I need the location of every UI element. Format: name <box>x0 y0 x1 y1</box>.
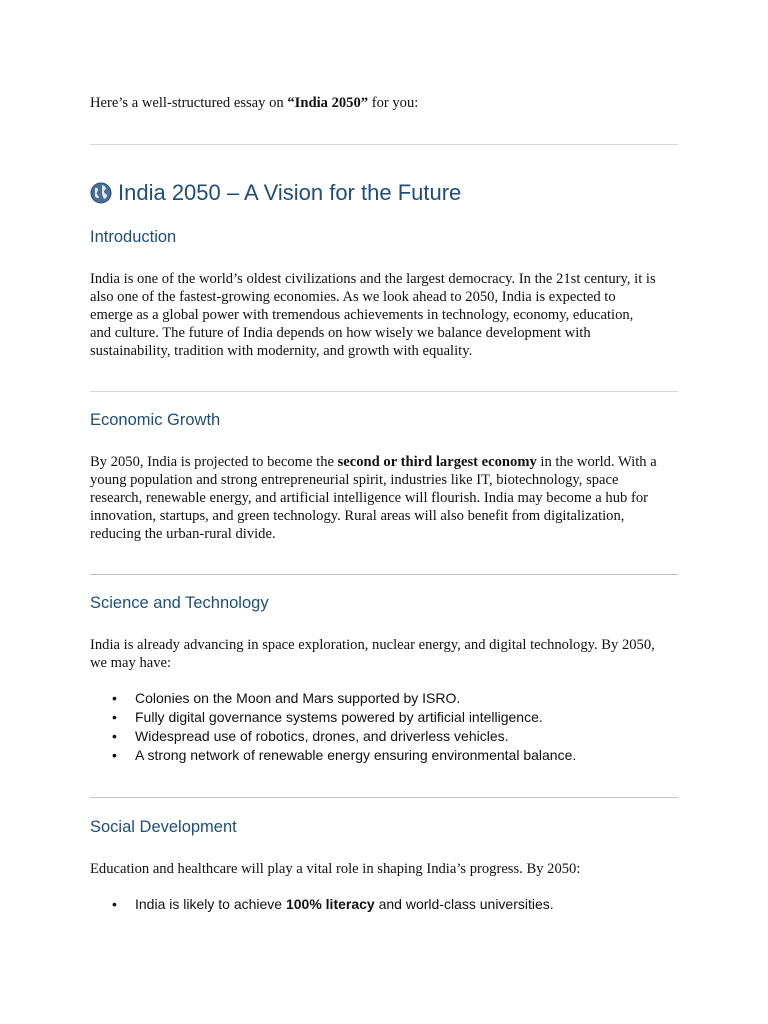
divider <box>90 574 678 575</box>
bullet-dot: • <box>112 747 117 763</box>
paragraph-line: Education and healthcare will play a vital role in shaping India’s progress. By 2050: <box>90 861 581 877</box>
economic-bold-phrase: second or third largest economy <box>337 454 537 470</box>
social-paragraph <box>90 860 678 878</box>
divider <box>90 144 678 145</box>
globe-icon <box>90 182 112 204</box>
page-title <box>90 180 678 206</box>
economic-paragraph <box>90 453 678 543</box>
introduction-paragraph <box>90 270 678 360</box>
paragraph-line: also one of the fastest-growing economies. As we look ahead to 2050, India is expected to <box>90 289 616 305</box>
list-item <box>90 708 678 727</box>
section-heading-science-technology: Science and Technology <box>90 594 269 612</box>
intro-prefix: Here’s a well-structured essay on <box>90 95 288 111</box>
intro-suffix: for you: <box>368 95 419 111</box>
economic-line1-suffix: in the world. With a <box>536 454 657 470</box>
literacy-bold-phrase: 100% literacy <box>285 896 375 912</box>
bullet-dot: • <box>112 690 117 706</box>
intro-bold: “India 2050” <box>287 95 369 111</box>
list-item-text: A strong network of renewable energy ensuring environmental balance. <box>135 747 577 763</box>
paragraph-line: innovation, startups, and green technology. Rural areas will also benefit from digitalization, <box>90 508 625 524</box>
list-item-text: and world-class universities. <box>374 896 554 912</box>
bullet-dot: • <box>112 896 117 912</box>
paragraph-line: research, renewable energy, and artificial intelligence will flourish. India may become a hub for <box>90 490 648 506</box>
list-item-text: Widespread use of robotics, drones, and driverless vehicles. <box>135 728 509 744</box>
paragraph-line: sustainability, tradition with modernity, and growth with equality. <box>90 343 473 359</box>
paragraph-line: and culture. The future of India depends on how wisely we balance development with <box>90 325 591 341</box>
social-bullet-list <box>90 895 678 914</box>
intro-line <box>90 94 678 112</box>
list-item <box>90 746 678 765</box>
list-item <box>90 895 678 914</box>
science-bullet-list <box>90 689 678 765</box>
section-heading-introduction: Introduction <box>90 228 177 246</box>
paragraph-line: India is one of the world’s oldest civilizations and the largest democracy. In the 21st century, it is <box>90 271 656 287</box>
paragraph-line: young population and strong entrepreneurial spirit, industries like IT, biotechnology, space <box>90 472 619 488</box>
bullet-dot: • <box>112 709 117 725</box>
divider <box>90 391 678 392</box>
page-title-text: India 2050 – A Vision for the Future <box>118 180 462 205</box>
list-item <box>90 689 678 708</box>
science-paragraph <box>90 636 678 672</box>
paragraph-line: reducing the urban-rural divide. <box>90 526 276 542</box>
divider <box>90 797 678 798</box>
paragraph-line: India is already advancing in space exploration, nuclear energy, and digital technology. By 2050, <box>90 637 655 653</box>
bullet-dot: • <box>112 728 117 744</box>
paragraph-line: emerge as a global power with tremendous achievements in technology, economy, education, <box>90 307 634 323</box>
list-item-text: India is likely to achieve <box>135 896 286 912</box>
section-heading-economic-growth: Economic Growth <box>90 411 221 429</box>
economic-line1-prefix: By 2050, India is projected to become the <box>90 454 338 470</box>
paragraph-line <box>90 453 678 471</box>
paragraph-line: we may have: <box>90 655 172 671</box>
list-item-text: Fully digital governance systems powered by artificial intelligence. <box>135 709 543 725</box>
list-item <box>90 727 678 746</box>
section-heading-social-development: Social Development <box>90 818 237 836</box>
list-item-text: Colonies on the Moon and Mars supported by ISRO. <box>135 690 461 706</box>
